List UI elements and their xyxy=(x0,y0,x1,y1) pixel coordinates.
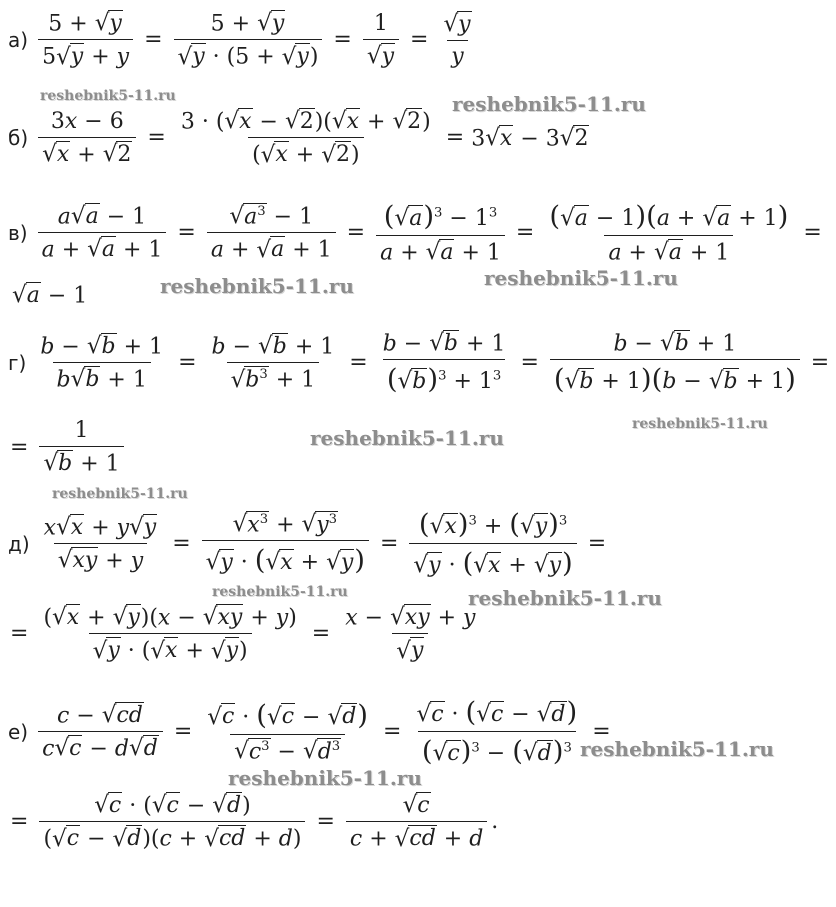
watermark-text: reshebnik5-11.ru xyxy=(580,737,774,761)
fraction: b − √ b + 1 ( √ b + 1)(b − √ b + 1) xyxy=(550,330,800,395)
watermark-text: reshebnik5-11.ru xyxy=(452,92,646,116)
fraction: √ $a^3$ − 1 a + √ a + 1 xyxy=(207,203,336,263)
watermark-text: reshebnik5-11.ru xyxy=(468,586,662,610)
solution-d: д) x √ x + y √ y √ xy + y = √ $x^3$ + √ $y^3$ √ y · ( √ x + √ y ) = ( √ x )$^3$ + ( √ y )$^3$ √ y · ( √ x + √ y ) = xyxy=(8,508,607,579)
fraction: ( √ x )$^3$ + ( √ y )$^3$ √ y · ( √ x + √ y ) xyxy=(409,508,576,579)
fraction: ( √ x + √ y )(x − √ xy + y) √ y · ( √ x + √ y ) xyxy=(43,604,297,664)
solution-v: в) a √ a − 1 a + √ a + 1 = √ $a^3$ − 1 a + √ a + 1 = ( √ a )$^3 - 1^3$ a + √ a + 1 = ( √ a − 1)(a + √ a + 1) a + √ a + 1 = xyxy=(8,200,822,266)
solution-e: е) c − √ cd c √ c − d √ d = √ c · ( √ c − √ d ) √ $c^3$ − √ $d^3$ = √ c · ( √ c − √ d ) ( √ c )$^3$ − ( √ d )$^3$ = xyxy=(8,696,611,767)
fraction: 5 + √ y √ y · (5 + √ y ) xyxy=(174,10,323,70)
fraction: b − √ b + 1 √ $b^3$ + 1 xyxy=(211,332,335,393)
fraction: √ c · ( √ c − √ d ) √ $c^3$ − √ $d^3$ xyxy=(207,698,369,765)
watermark-text: reshebnik5-11.ru xyxy=(52,486,188,502)
fraction: √ c · ( √ c − √ d ) ( √ c )$^3$ − ( √ d )$^3$ xyxy=(416,696,578,767)
watermark-text: reshebnik5-11.ru xyxy=(160,274,354,298)
fraction: x − √ xy + y √ y xyxy=(345,604,476,664)
solution-b: б) 3x − 6 √ x + √ 2 = 3 · ( √ x − √ 2 )( √ x + √ 2 ) ( √ x + √ 2 ) = 3 √ x − 3 √ 2 xyxy=(8,108,589,168)
label-b: б) xyxy=(8,125,29,150)
label-a: а) xyxy=(8,27,29,52)
fraction: 3 · ( √ x − √ 2 )( √ x + √ 2 ) ( √ x + √ 2 ) xyxy=(180,108,431,168)
label-d: д) xyxy=(8,531,30,556)
watermark-text: reshebnik5-11.ru xyxy=(212,584,348,600)
fraction: √ $x^3$ + √ $y^3$ √ y · ( √ x + √ y ) xyxy=(202,511,369,577)
watermark-text: reshebnik5-11.ru xyxy=(310,426,504,450)
label-v: в) xyxy=(8,220,28,245)
fraction: ( √ a )$^3 - 1^3$ a + √ a + 1 xyxy=(376,200,505,265)
watermark-text: reshebnik5-11.ru xyxy=(484,266,678,290)
fraction: 1 √ b + 1 xyxy=(39,418,123,476)
label-e: е) xyxy=(8,719,29,744)
fraction: √ c · ( √ c − √ d ) ( √ c − √ d )(c + √ cd + d) xyxy=(39,792,305,852)
solution-g: г) b − √ b + 1 b √ b + 1 = b − √ b + 1 √ $b^3$ + 1 = b − √ b + 1 ( √ b )$^3 + 1^3$ = b − √ b + 1 ( √ b + 1)(b − √ b + 1) = xyxy=(8,330,830,396)
solution-a: а) 5 + √ y 5 √ y + y = 5 + √ y √ y · (5 + √ y ) = 1 √ y = √ y y xyxy=(8,10,480,70)
fraction: a √ a − 1 a + √ a + 1 xyxy=(38,203,167,263)
fraction: b − √ b + 1 b √ b + 1 xyxy=(40,333,164,393)
fraction: 5 + √ y 5 √ y + y xyxy=(38,10,133,70)
solution-g-result: = 1 √ b + 1 xyxy=(8,418,128,476)
solution-e-continued: = √ c · ( √ c − √ d ) ( √ c − √ d )(c + √ cd + d) = √ c c + √ cd + d . xyxy=(10,792,499,852)
label-g: г) xyxy=(8,350,27,375)
watermark-text: reshebnik5-11.ru xyxy=(228,766,422,790)
fraction: √ c c + √ cd + d xyxy=(346,792,487,852)
fraction: b − √ b + 1 ( √ b )$^3 + 1^3$ xyxy=(382,330,506,396)
fraction: √ y y xyxy=(443,10,471,69)
fraction: 3x − 6 √ x + √ 2 xyxy=(38,109,136,167)
fraction: c − √ cd c √ c − d √ d xyxy=(38,702,163,762)
solution-d-continued: = ( √ x + √ y )(x − √ xy + y) √ y · ( √ x + √ y ) = x − √ xy + y √ y xyxy=(8,604,483,664)
fraction: 1 √ y xyxy=(363,11,399,69)
fraction: ( √ a − 1)(a + √ a + 1) a + √ a + 1 xyxy=(549,200,789,266)
fraction: x √ x + y √ y √ xy + y xyxy=(43,514,157,574)
solution-v-result: √ a − 1 xyxy=(12,282,88,309)
watermark-text: reshebnik5-11.ru xyxy=(40,88,176,104)
watermark-text: reshebnik5-11.ru xyxy=(632,416,768,432)
